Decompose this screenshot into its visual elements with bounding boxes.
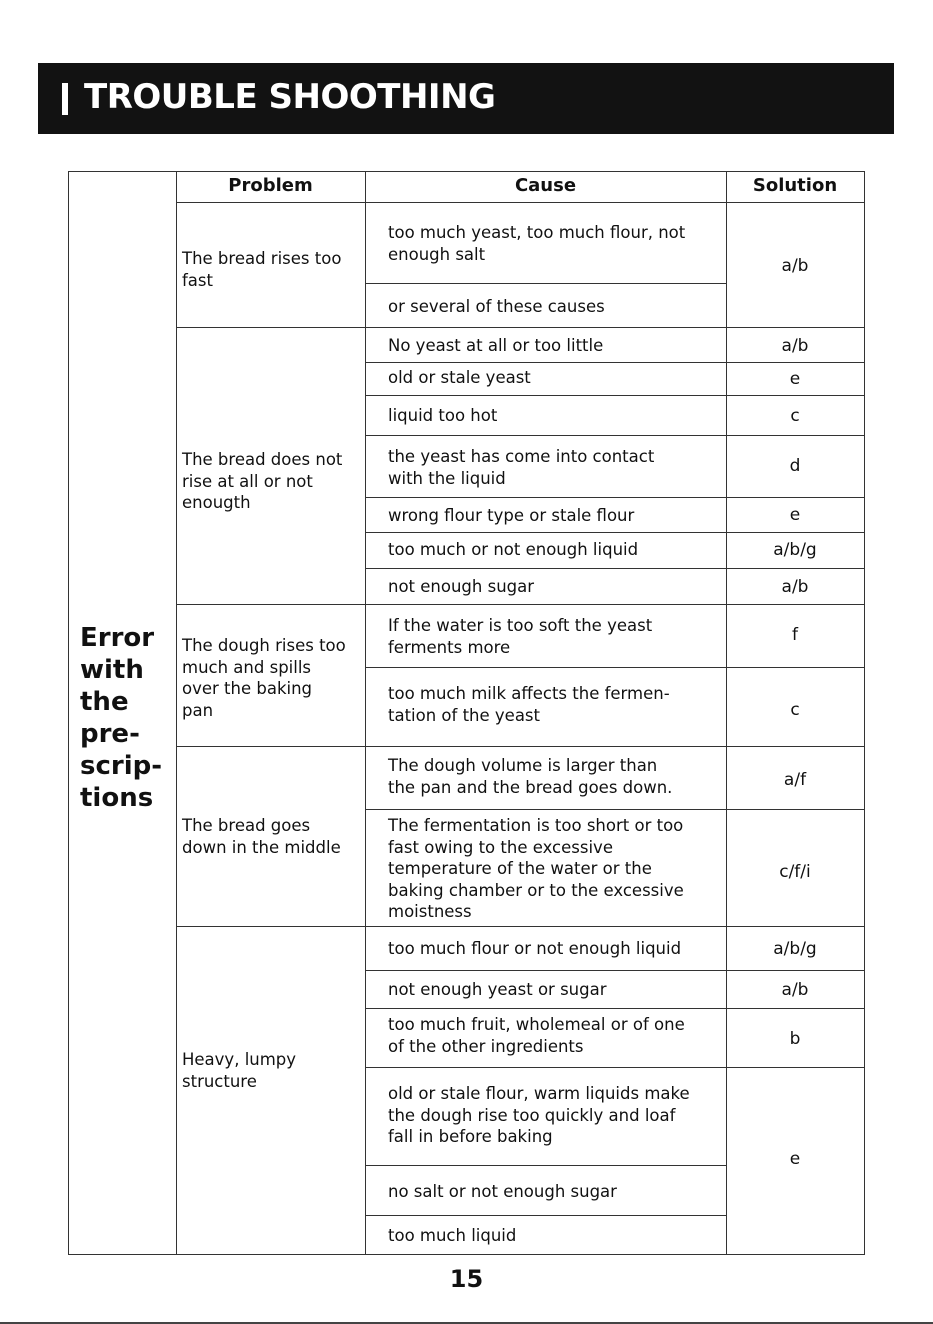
solution-code: a/b [781,980,809,1000]
header-cause: Cause [514,175,577,196]
cause-text: no salt or not enough sugar [388,1182,617,1201]
page-number: 15 [449,1265,484,1293]
solution-code: c [790,700,800,720]
category-label: Error with the pre- scrip- tions [80,623,163,813]
problem-text: The bread rises too fast [182,249,342,290]
solution-code: a/b [781,256,809,276]
solution-code: a/b/g [773,939,817,959]
cause-text: too much liquid [388,1226,517,1245]
cause-text: not enough sugar [388,577,535,596]
solution-code: a/f [783,770,807,790]
cause-text: The fermentation is too short or too fast owing to the excessive temperature of the water or the baking chamber or to the excessive moistness [388,816,684,921]
cause-text: If the water is too soft the yeast ferments more [388,616,653,657]
solution-code: a/b/g [773,540,817,560]
section-title: TROUBLE SHOOTHING [84,77,496,117]
problem-text: The bread does not rise at all or not enougth [182,450,343,512]
solution-code: e [789,1149,801,1169]
cause-text: liquid too hot [388,406,498,425]
cause-text: too much flour or not enough liquid [388,939,682,958]
solution-code: e [789,505,801,525]
cause-text: The dough volume is larger than the pan and the bread goes down. [388,756,673,797]
cause-text: the yeast has come into contact with the liquid [388,447,655,488]
solution-code: f [792,625,798,645]
solution-code: b [789,1029,801,1049]
solution-code: e [789,369,801,389]
solution-code: d [789,456,801,476]
header-solution: Solution [752,175,838,196]
cause-text: too much yeast, too much flour, not enough salt [388,223,686,264]
cause-text: No yeast at all or too little [388,336,604,355]
cause-text: too much fruit, wholemeal or of one of the other ingredients [388,1015,685,1056]
cause-text: or several of these causes [388,297,605,316]
problem-text: The bread goes down in the middle [182,816,341,857]
solution-code: a/b [781,577,809,597]
cause-text: wrong flour type or stale flour [388,506,635,525]
problem-text: Heavy, lumpy structure [182,1050,297,1091]
cause-text: old or stale yeast [388,368,531,387]
header-problem: Problem [228,175,313,196]
solution-code: c/f/i [779,862,811,882]
solution-code: a/b [781,336,809,356]
cause-text: not enough yeast or sugar [388,980,607,999]
cause-text: too much milk affects the fermen- tation of the yeast [388,684,670,725]
solution-code: c [790,406,800,426]
cause-text: old or stale flour, warm liquids make the dough rise too quickly and loaf fall in before baking [388,1084,690,1146]
cause-text: too much or not enough liquid [388,540,639,559]
problem-text: The dough rises too much and spills over the baking pan [182,636,346,720]
